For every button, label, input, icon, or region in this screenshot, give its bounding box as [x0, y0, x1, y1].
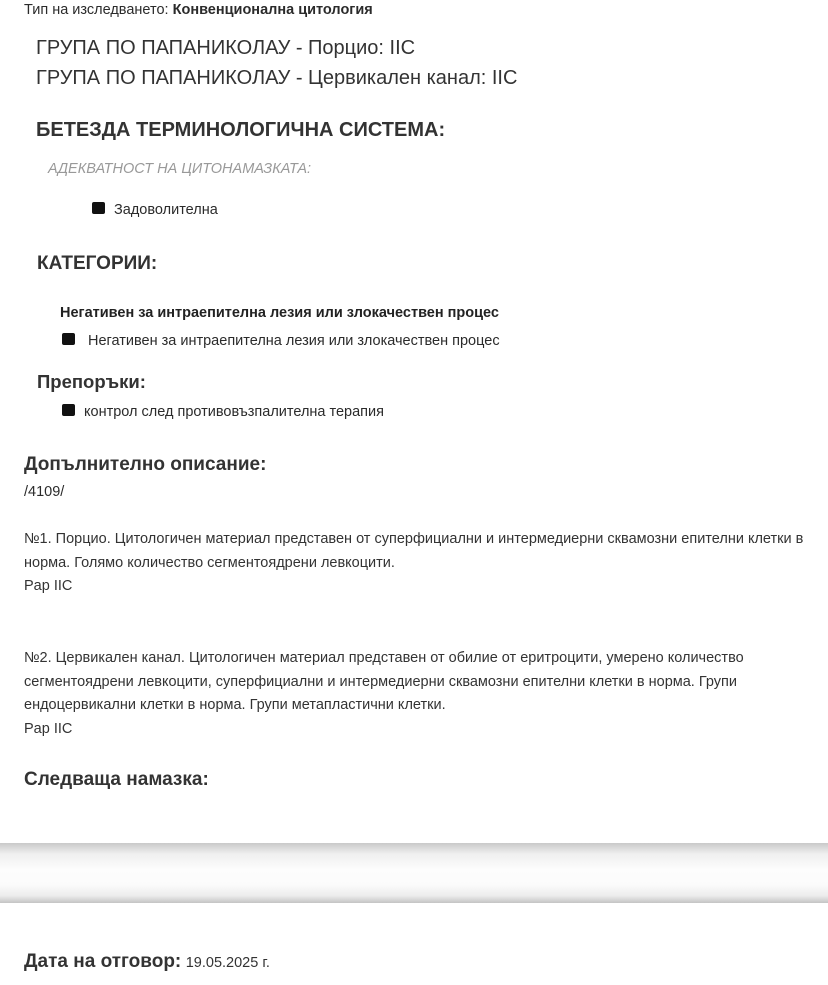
exam-type-label: Тип на изследването: [24, 2, 169, 18]
answer-date-label: Дата на отговор: [24, 951, 182, 972]
section-divider [0, 843, 828, 903]
category-item: Негативен за интраепителна лезия или злокачествен процес [88, 333, 500, 349]
paragraph-1-text: №1. Порцио. Цитологичен материал представен от суперфициални и интермедиерни сквамозни епителни клетки в норма. Голямо количество сегментоядрени левкоцити. [24, 531, 804, 571]
additional-number: /4109/ [24, 484, 65, 500]
answer-date-value: 19.05.2025 г. [185, 955, 270, 971]
exam-type [24, 2, 373, 18]
recommendations-title: Препоръки: [37, 371, 146, 392]
bullet-square-icon [62, 333, 75, 345]
bullet-square-icon [92, 202, 105, 214]
exam-type-value: Конвенционална цитология [172, 2, 373, 18]
pap-group-cervical: ГРУПА ПО ПАПАНИКОЛАУ - Цервикален канал: IIC [36, 67, 518, 89]
adequacy-value: Задоволителна [114, 202, 218, 218]
description-paragraph-2 [24, 647, 814, 741]
recommendation-item: контрол след противовъзпалителна терапия [84, 404, 384, 420]
bullet-square-icon [62, 404, 75, 416]
paragraph-2-text: №2. Цервикален канал. Цитологичен материал представен от обилие от еритроцити, умерено количество сегментоядрени левкоцити, суперфициални и интермедиерни сквамозни епителни клетки в норма. Групи ендоцервикални клетки в норма. Групи метапластични клетки. [24, 650, 744, 713]
next-smear-title: Следваща намазка: [24, 769, 209, 790]
additional-title: Допълнително описание: [24, 454, 267, 475]
bethesda-title: БЕТЕЗДА ТЕРМИНОЛОГИЧНА СИСТЕМА: [36, 119, 446, 141]
pap-group-porcio: ГРУПА ПО ПАПАНИКОЛАУ - Порцио: IIC [36, 37, 416, 59]
paragraph-1-pap: Pap IIC [24, 578, 73, 594]
adequacy-label: АДЕКВАТНОСТ НА ЦИТОНАМАЗКАТА: [48, 161, 312, 177]
category-subtitle: Негативен за интраепителна лезия или злокачествен процес [60, 305, 499, 321]
categories-title: КАТЕГОРИИ: [37, 253, 158, 274]
paragraph-2-pap: Pap IIC [24, 720, 73, 737]
description-paragraph-1 [24, 528, 814, 599]
answer-date [24, 951, 270, 973]
